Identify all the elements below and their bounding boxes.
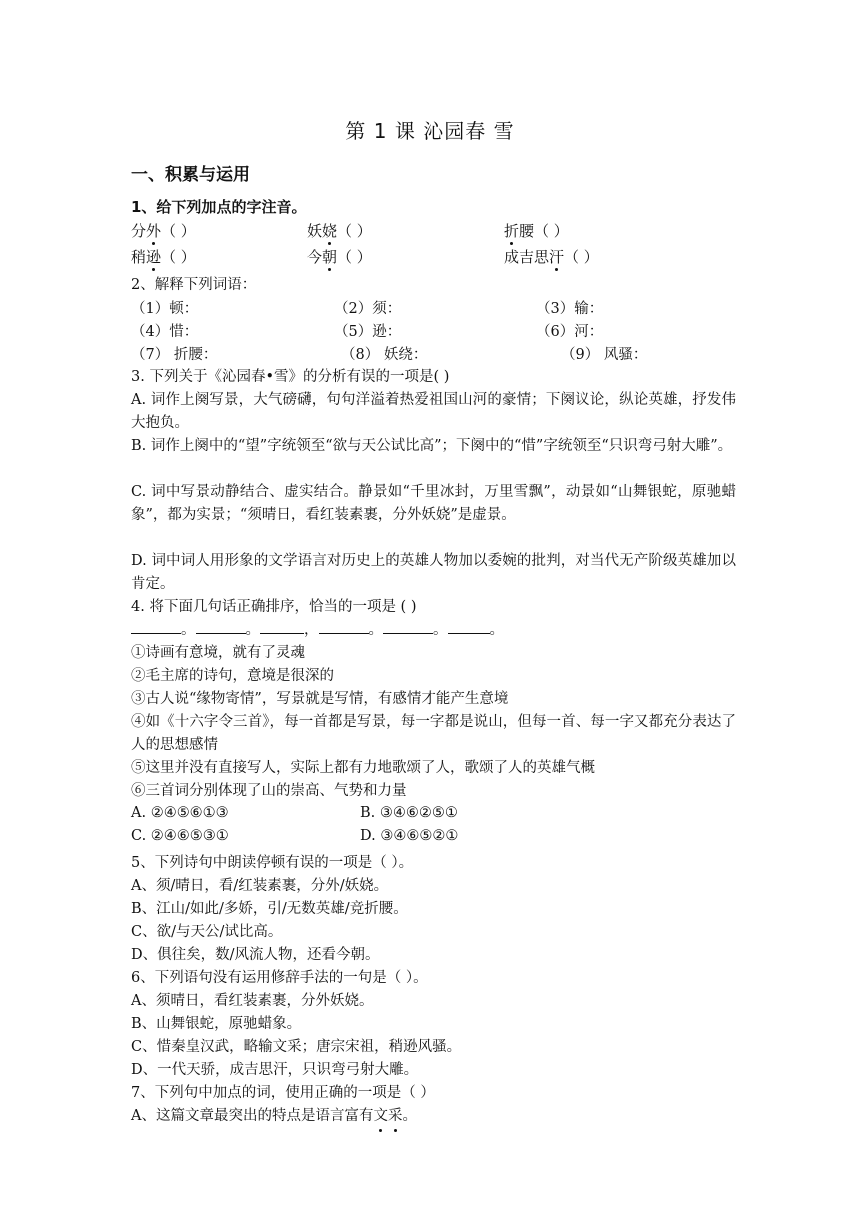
question-6-option-a: A、须晴日，看红装素裹，分外妖娆。 [131,993,374,1009]
question-5-option-c: C、欲/与天公/试比高。 [131,924,283,940]
page-title: 第 1 课 沁园春 雪 [345,119,515,143]
question-6-option-d: D、一代天骄，成吉思汗，只识弯弓射大雕。 [131,1062,419,1078]
question-4-stem: 4. 将下面几句话正确排序，恰当的一项是 ( ) [131,599,417,615]
question-5-option-d: D、俱往矣，数/风流人物，还看今朝。 [131,947,380,963]
vocab-item: （2）须： [334,301,402,317]
question-6-option-b: B、山舞银蛇，原驰蜡象。 [131,1016,302,1032]
vocab-item: （8） 妖绕： [341,347,428,363]
question-3-stem: 3. 下列关于《沁园春•雪》的分析有误的一项是( ) [131,369,450,385]
question-5-option-a: A、须/晴日，看/红装素裹，分外/妖娆。 [131,878,389,894]
sentence-item: ⑤这里并没有直接写人，实际上都有力地歌颂了人，歌颂了人的英雄气概 [131,760,595,776]
question-5-option-b: B、江山/如此/多娇，引/无数英雄/竞折腰。 [131,901,408,917]
blank [448,619,490,634]
blank [319,619,369,634]
vocab-item: （9） 风骚： [561,347,648,363]
vocab-item: （4）惜： [131,324,199,340]
question-4-option-d: D. ③④⑥⑤②① [360,828,459,844]
blank [131,619,181,634]
vocab-item: （6）河： [536,324,604,340]
question-3-option-a: A. 词作上阕写景，大气磅礴，句句洋溢着热爱祖国山河的豪情；下阕议论，纵论英雄，抒发伟大抱负。 [131,392,736,431]
pinyin-item: 分外（ ） [131,222,196,240]
question-1-heading: 1、给下列加点的字注音。 [131,198,307,216]
question-4-option-a: A. ②④⑤⑥①③ [131,805,229,821]
question-3-option-c: C. 词中写景动静结合、虚实结合。静景如“千里冰封，万里雪飘”，动景如“山舞银蛇，原驰蜡象”，都为实景；“须晴日，看红装素裹，分外妖娆”是虚景。 [131,484,736,523]
blank [260,619,304,634]
answer-blanks: 。 。 ， 。 。 。 [131,619,731,642]
question-7-stem: 7、下列句中加点的词，使用正确的一项是（ ） [131,1085,435,1101]
pinyin-item: 折腰（ ） [504,222,569,240]
vocab-item: （1）顿： [131,301,199,317]
question-4-option-b: B. ③④⑥②⑤① [360,805,458,821]
question-5-stem: 5、下列诗句中朗读停顿有误的一项是（ ）。 [131,855,414,871]
pinyin-item: 成吉思汗（ ） [504,248,599,266]
vocab-item: （7） 折腰： [131,347,218,363]
sentence-item: ④如《十六字令三首》，每一首都是写景，每一字都是说山，但每一首、每一字又都充分表达了人的思想感情 [131,714,736,753]
sentence-item: ②毛主席的诗句，意境是很深的 [131,668,334,684]
sentence-item: ⑥三首词分别体现了山的崇高、气势和力量 [131,783,407,799]
sentence-item: ①诗画有意境，就有了灵魂 [131,645,305,661]
vocab-item: （5）逊： [334,324,402,340]
question-7-option-a: A、这篇文章最突出的特点是语言富有文采。 [131,1105,731,1128]
question-3-option-d: D. 词中词人用形象的文学语言对历史上的英雄人物加以委婉的批判，对当代无产阶级英雄加以肯定。 [131,553,736,592]
section-heading: 一、积累与运用 [131,165,250,185]
pinyin-item: 妖娆（ ） [307,222,372,240]
blank [196,619,246,634]
question-4-option-c: C. ②④⑥⑤③① [131,828,229,844]
question-6-option-c: C、惜秦皇汉武，略输文采；唐宗宋祖，稍逊风骚。 [131,1039,462,1055]
sentence-item: ③古人说“缘物寄情”，写景就是写情，有感情才能产生意境 [131,691,509,707]
question-2-heading: 2、解释下列词语： [131,277,257,293]
pinyin-item: 今朝（ ） [307,248,372,266]
pinyin-item: 稍逊（ ） [131,248,196,266]
question-6-stem: 6、下列语句没有运用修辞手法的一句是（ ）。 [131,970,428,986]
vocab-item: （3）输： [536,301,604,317]
blank [383,619,433,634]
question-3-option-b: B. 词作上阕中的“望”字统领至“欲与天公试比高”；下阕中的“惜”字统领至“只识弯弓射大雕”。 [131,438,733,454]
